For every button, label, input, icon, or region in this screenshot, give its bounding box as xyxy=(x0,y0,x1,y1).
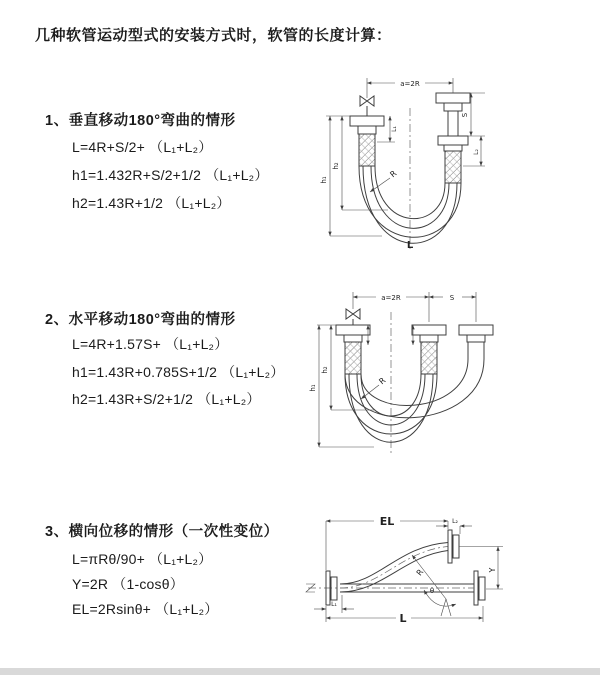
hose-s-curve xyxy=(340,543,448,593)
section1-heading: 1、垂直移动180°弯曲的情形 xyxy=(45,113,236,129)
label-theta: θ xyxy=(429,587,435,595)
label-l2: L₂ xyxy=(452,518,458,525)
label-r: R xyxy=(377,375,388,387)
section2-heading: 2、水平移动180°弯曲的情形 xyxy=(45,312,236,328)
dimension-l2 xyxy=(436,526,472,534)
page-title: 几种软管运动型式的安装方式时，软管的长度计算： xyxy=(35,27,392,44)
label-h1: h₁ xyxy=(309,384,317,392)
left-pipe-assembly xyxy=(350,96,384,166)
section1-formula-l: L=4R+S/2+ （L₁+L₂） xyxy=(72,139,213,155)
diagram-vertical-180-bend xyxy=(310,68,580,258)
label-l2: L₂ xyxy=(473,149,480,155)
fitting-collar xyxy=(467,335,485,342)
flange xyxy=(474,571,478,605)
hose-u-arcs xyxy=(345,359,484,442)
flange xyxy=(448,530,452,563)
diagram-horizontal-180-bend xyxy=(306,282,588,462)
label-h2: h₂ xyxy=(321,366,329,374)
fitting-collar xyxy=(420,335,438,342)
label-h1: h₁ xyxy=(320,176,328,184)
label-l-total: L xyxy=(406,240,414,251)
label-el: EL xyxy=(379,515,395,528)
flange xyxy=(331,577,337,600)
fitting-nut xyxy=(438,136,468,145)
label-h2: h₂ xyxy=(332,162,340,170)
right-pipe-assembly xyxy=(436,93,470,183)
braided-hose xyxy=(445,151,461,183)
page-bottom-border xyxy=(0,668,600,675)
fitting-collar xyxy=(358,126,376,134)
label-l-total: L xyxy=(399,612,407,625)
section3-formula-y: Y=2R （1-cosθ） xyxy=(72,576,184,592)
fitting-collar xyxy=(444,145,462,151)
label-s: S xyxy=(449,294,455,302)
section1-formula-h1: h1=1.432R+S/2+1/2 （L₁+L₂） xyxy=(72,167,269,183)
section2-formula-l: L=4R+1.57S+ （L₁+L₂） xyxy=(72,336,229,352)
braided-hose xyxy=(345,342,361,374)
braided-hose xyxy=(359,134,375,166)
section2-formula-h1: h1=1.43R+0.785S+1/2 （L₁+L₂） xyxy=(72,364,285,380)
label-y: Y xyxy=(488,567,497,573)
diagram-lateral-displacement xyxy=(298,500,588,650)
label-r: R xyxy=(414,567,426,578)
section3-formula-el: EL=2Rsinθ+ （L₁+L₂） xyxy=(72,601,219,617)
label-a2r: a=2R xyxy=(381,294,401,302)
fitting-collar xyxy=(344,335,362,342)
section3-heading: 3、横向位移的情形（一次性变位） xyxy=(45,524,279,540)
label-a2r: a=2R xyxy=(400,80,420,88)
fitting-collar xyxy=(444,103,462,111)
left-pipe-assembly xyxy=(336,309,370,374)
angle-theta xyxy=(424,590,456,616)
label-s: S xyxy=(461,112,469,118)
section3-formula-l: L=πRθ/90+ （L₁+L₂） xyxy=(72,551,213,567)
section2-formula-h2: h2=1.43R+S/2+1/2 （L₁+L₂） xyxy=(72,391,261,407)
flange xyxy=(453,535,459,558)
valve-icon xyxy=(346,309,360,319)
fitting-nut xyxy=(436,93,470,103)
section1-formula-h2: h2=1.43R+1/2 （L₁+L₂） xyxy=(72,195,231,211)
fitting-nut xyxy=(459,325,493,335)
right-pipe-assembly xyxy=(459,325,493,359)
label-l1: L₁ xyxy=(331,601,337,608)
fitting-nut xyxy=(412,325,446,335)
fitting-nut xyxy=(350,116,384,126)
fitting-nut xyxy=(336,325,370,335)
label-l1: L₁ xyxy=(391,126,398,132)
label-r: R xyxy=(388,168,399,180)
center-pipe-assembly xyxy=(412,325,446,374)
displaced-flange xyxy=(448,530,459,563)
braided-hose xyxy=(421,342,437,374)
flange xyxy=(479,577,485,600)
